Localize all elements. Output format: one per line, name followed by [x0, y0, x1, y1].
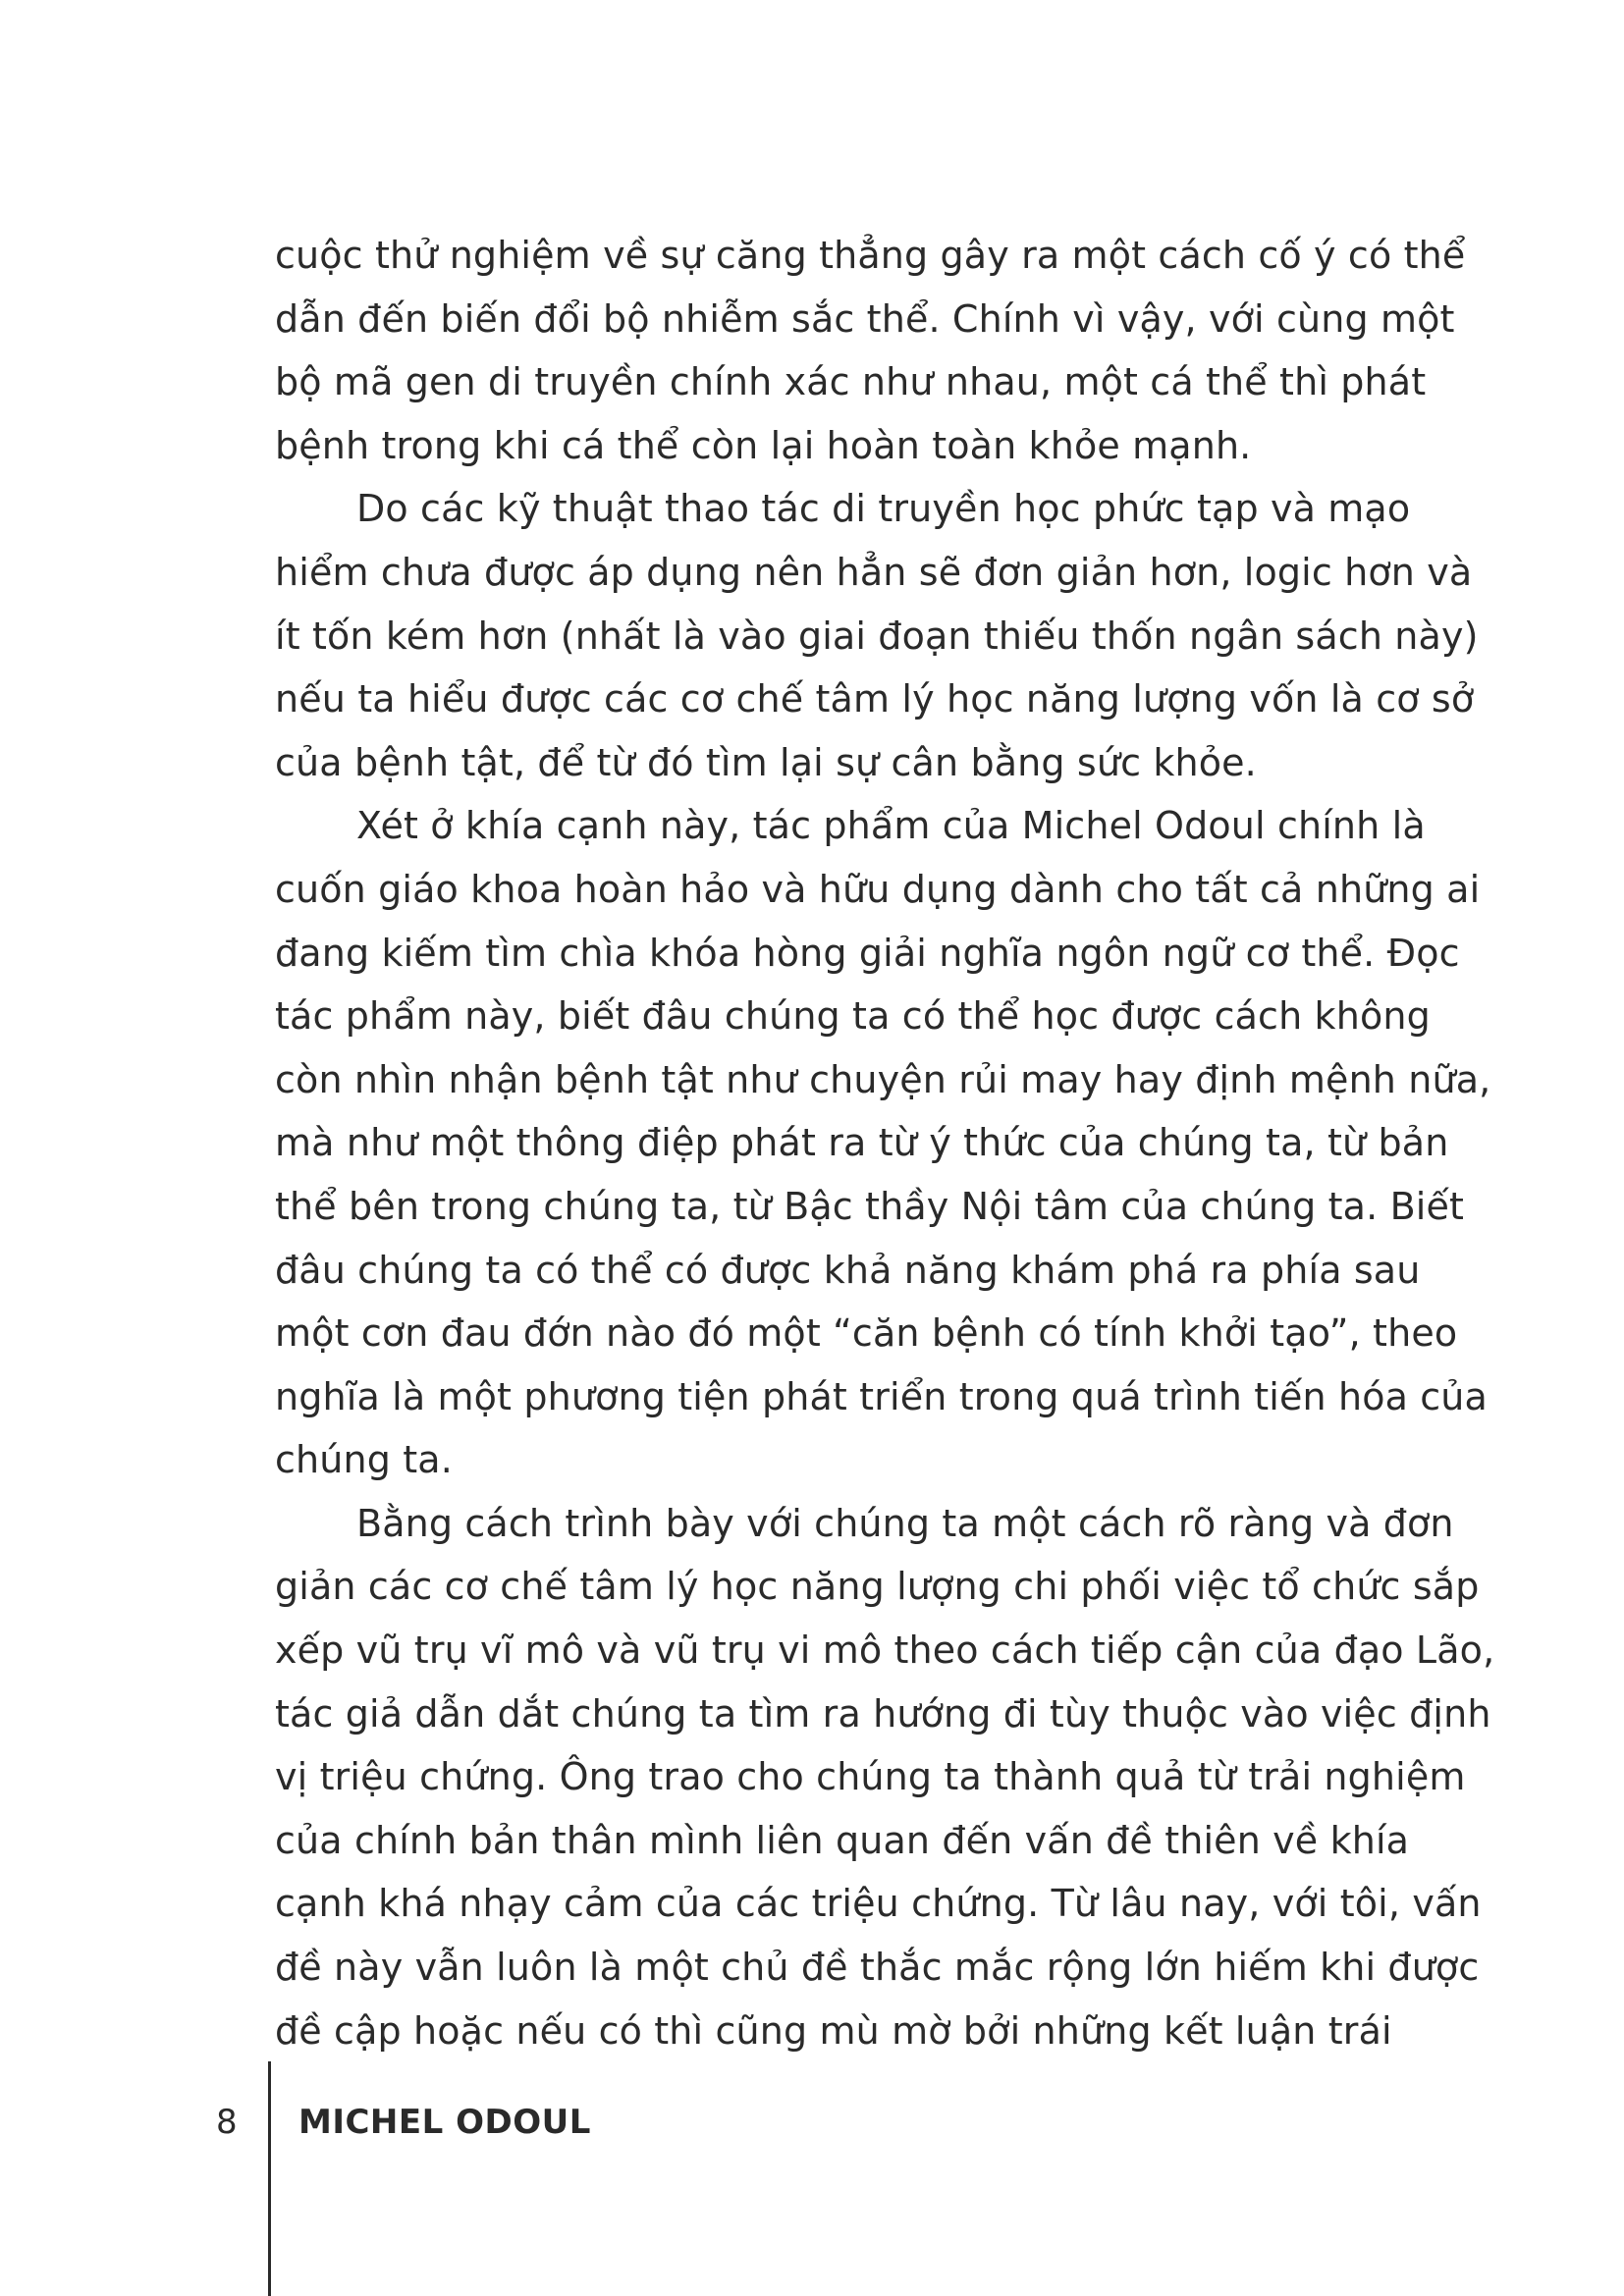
- text-line: đề này vẫn luôn là một chủ đề thắc mắc rộng lớn hiếm khi được: [275, 1946, 1480, 1990]
- text-line: bộ mã gen di truyền chính xác như nhau, một cá thể thì phát: [275, 360, 1427, 404]
- text-line: đang kiếm tìm chìa khóa hòng giải nghĩa ngôn ngữ cơ thể. Đọc: [275, 931, 1460, 975]
- text-line: đâu chúng ta có thể có được khả năng khám phá ra phía sau: [275, 1248, 1421, 1292]
- text-line: Xét ở khía cạnh này, tác phẩm của Michel Odoul chính là: [356, 804, 1426, 848]
- text-line: một cơn đau đớn nào đó một “căn bệnh có tính khởi tạo”, theo: [275, 1311, 1458, 1356]
- running-head-author: MICHEL ODOUL: [298, 2103, 591, 2142]
- text-line: xếp vũ trụ vĩ mô và vũ trụ vi mô theo cách tiếp cận của đạo Lão,: [275, 1629, 1495, 1673]
- text-line: thể bên trong chúng ta, từ Bậc thầy Nội tâm của chúng ta. Biết: [275, 1184, 1465, 1228]
- text-line: nếu ta hiểu được các cơ chế tâm lý học năng lượng vốn là cơ sở: [275, 677, 1475, 721]
- text-line: của bệnh tật, để từ đó tìm lại sự cân bằng sức khỏe.: [275, 740, 1257, 784]
- body-text: [275, 224, 1495, 2062]
- text-line: cạnh khá nhạy cảm của các triệu chứng. Từ lâu nay, với tôi, vấn: [275, 1882, 1482, 1926]
- footer-divider: [268, 2061, 271, 2296]
- text-line: còn nhìn nhận bệnh tật như chuyện rủi may hay định mệnh nữa,: [275, 1057, 1491, 1101]
- text-line: chúng ta.: [275, 1438, 453, 1482]
- text-line: bệnh trong khi cá thể còn lại hoàn toàn khỏe mạnh.: [275, 423, 1252, 467]
- text-line: đề cập hoặc nếu có thì cũng mù mờ bởi những kết luận trái: [275, 2008, 1392, 2053]
- text-line: của chính bản thân mình liên quan đến vấn đề thiên về khía: [275, 1818, 1410, 1862]
- text-line: vị triệu chứng. Ông trao cho chúng ta thành quả từ trải nghiệm: [275, 1755, 1466, 1799]
- text-line: tác phẩm này, biết đâu chúng ta có thể học được cách không: [275, 994, 1431, 1039]
- text-line: mà như một thông điệp phát ra từ ý thức của chúng ta, từ bản: [275, 1121, 1449, 1165]
- text-line: giản các cơ chế tâm lý học năng lượng chi phối việc tổ chức sắp: [275, 1565, 1480, 1609]
- page-number: 8: [216, 2103, 238, 2142]
- text-line: tác giả dẫn dắt chúng ta tìm ra hướng đi tùy thuộc vào việc định: [275, 1691, 1491, 1735]
- text-line: cuốn giáo khoa hoàn hảo và hữu dụng dành cho tất cả những ai: [275, 867, 1481, 911]
- text-line: Bằng cách trình bày với chúng ta một cách rõ ràng và đơn: [356, 1501, 1454, 1545]
- text-line: hiểm chưa được áp dụng nên hẳn sẽ đơn giản hơn, logic hơn và: [275, 550, 1473, 594]
- text-line: cuộc thử nghiệm về sự căng thẳng gây ra một cách cố ý có thể: [275, 234, 1466, 277]
- text-line: dẫn đến biến đổi bộ nhiễm sắc thể. Chính vì vậy, với cùng một: [275, 296, 1455, 341]
- text-line: ít tốn kém hơn (nhất là vào giai đoạn thiếu thốn ngân sách này): [275, 614, 1479, 658]
- text-line: nghĩa là một phương tiện phát triển trong quá trình tiến hóa của: [275, 1374, 1488, 1418]
- text-line: Do các kỹ thuật thao tác di truyền học phức tạp và mạo: [356, 487, 1411, 531]
- page-footer: [0, 2061, 1624, 2296]
